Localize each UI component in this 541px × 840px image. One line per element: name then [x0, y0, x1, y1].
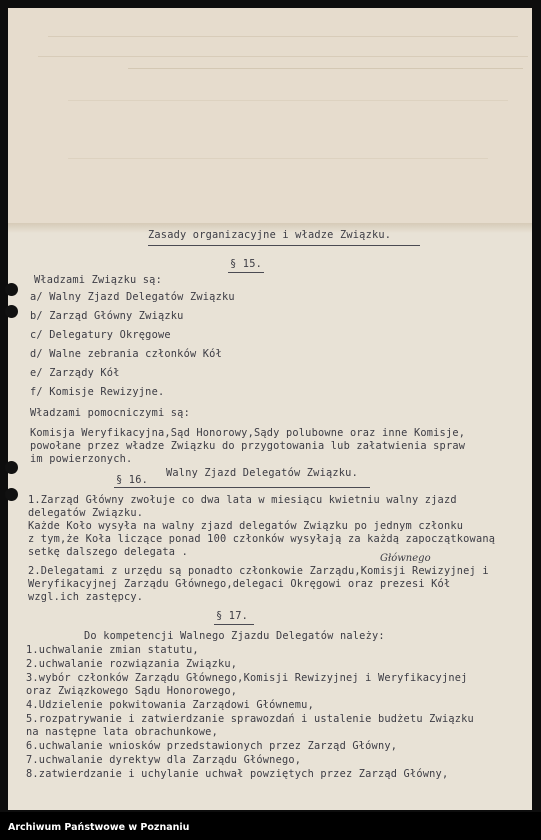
authorities-intro: Władzami Związku są:: [34, 274, 162, 286]
authority-item: f/ Komisje Rewizyjne.: [30, 386, 165, 398]
authority-item: e/ Zarządy Kół: [30, 367, 120, 379]
heading-underline: [148, 245, 420, 246]
punch-hole: [5, 283, 18, 296]
body-line: Każde Koło wysyła na walny zjazd delegatów Związku po jednym członku: [28, 520, 464, 532]
competence-item: 1.uchwalanie zmian statutu,: [26, 644, 199, 656]
faded-text-line: [68, 100, 508, 101]
body-line: wzgl.ich zastępcy.: [28, 591, 144, 603]
auxiliary-line: Komisja Weryfikacyjna,Sąd Honorowy,Sądy polubowne oraz inne Komisje,: [30, 427, 466, 439]
competences-intro: Do kompetencji Walnego Zjazdu Delegatów należy:: [84, 630, 385, 642]
competence-item: 3.wybór członków Zarządu Głównego,Komisji Rewizyjnej i Weryfikacyjnej: [26, 672, 468, 684]
overlaid-sheet: [8, 8, 532, 231]
punch-hole: [5, 488, 18, 501]
faded-text-line: [128, 68, 523, 69]
document-page: [8, 8, 532, 810]
paragraph-15-underline: [228, 272, 264, 273]
archive-footer-bar: [0, 812, 541, 840]
authority-item: b/ Zarząd Główny Związku: [30, 310, 184, 322]
authority-item: d/ Walne zebrania członków Kół: [30, 348, 222, 360]
auxiliary-line: im powierzonych.: [30, 453, 133, 465]
punch-hole: [5, 461, 18, 474]
paragraph-15-title: § 15.: [230, 258, 262, 270]
competence-item: 2.uchwalanie rozwiązania Związku,: [26, 658, 238, 670]
paragraph-16-subtitle: Walny Zjazd Delegatów Związku.: [166, 467, 358, 479]
faded-text-line: [48, 36, 518, 37]
competence-item: 4.Udzielenie pokwitowania Zarządowi Głównemu,: [26, 699, 314, 711]
archive-credit: Archiwum Państwowe w Poznaniu: [8, 822, 190, 833]
competence-item: na następne lata obrachunkowe,: [26, 726, 218, 738]
authority-item: c/ Delegatury Okręgowe: [30, 329, 171, 341]
paragraph-16-title: § 16.: [116, 474, 148, 486]
body-line: z tym,że Koła liczące ponad 100 członków wysyłają za każdą zapoczątkowaną: [28, 533, 496, 545]
auxiliary-intro: Władzami pomocniczymi są:: [30, 407, 190, 419]
competence-item: 7.uchwalanie dyrektyw dla Zarządu Głównego,: [26, 754, 302, 766]
body-line: Weryfikacyjnej Zarządu Głównego,delegaci Okręgowi oraz prezesi Kół: [28, 578, 451, 590]
paragraph-16-underline: [114, 487, 370, 488]
faded-text-line: [68, 158, 488, 159]
faded-text-line: [38, 56, 528, 57]
competence-item: 8.zatwierdzanie i uchylanie uchwał powziętych przez Zarząd Główny,: [26, 768, 449, 780]
punch-hole: [5, 305, 18, 318]
paragraph-17-underline: [214, 624, 254, 625]
authority-item: a/ Walny Zjazd Delegatów Związku: [30, 291, 235, 303]
body-line: 2.Delegatami z urzędu są ponadto członkowie Zarządu,Komisji Rewizyjnej i: [28, 565, 489, 577]
section-heading: Zasady organizacyjne i władze Związku.: [148, 229, 392, 241]
handwritten-insertion: Głównego: [380, 553, 431, 564]
body-line: setkę dalszego delegata .: [28, 546, 188, 558]
paragraph-17-title: § 17.: [216, 610, 248, 622]
competence-item: 6.uchwalanie wniosków przedstawionych przez Zarząd Główny,: [26, 740, 398, 752]
competence-item: 5.rozpatrywanie i zatwierdzanie sprawozdań i ustalenie budżetu Związku: [26, 713, 474, 725]
competence-item: oraz Związkowego Sądu Honorowego,: [26, 685, 238, 697]
auxiliary-line: powołane przez władze Związku do przygotowania lub załatwienia spraw: [30, 440, 466, 452]
body-line: delegatów Związku.: [28, 507, 144, 519]
body-line: 1.Zarząd Główny zwołuje co dwa lata w miesiącu kwietniu walny zjazd: [28, 494, 457, 506]
